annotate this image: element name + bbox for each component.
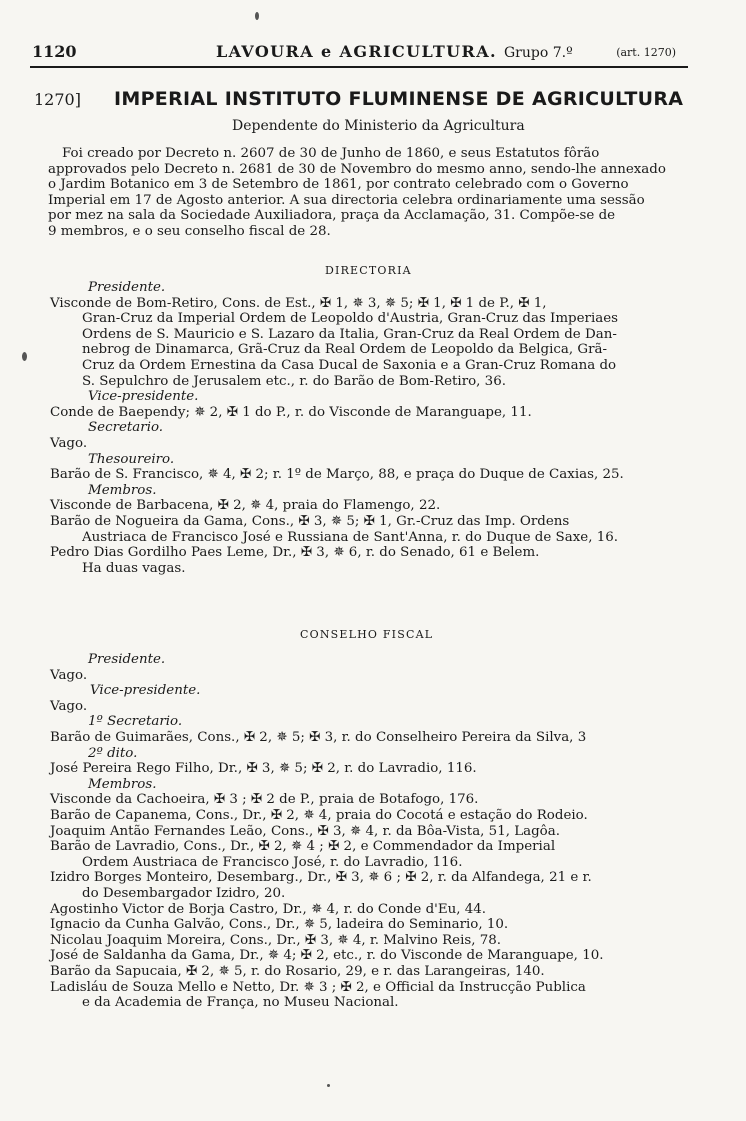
section-heading-conselho: CONSELHO FISCAL — [300, 628, 434, 641]
member-line: Barão de Guimarães, Cons., ✠ 2, ✵ 5; ✠ 3, r. do Conselheiro Pereira da Silva, 3 — [50, 730, 587, 745]
role-heading: Vice-presidente. — [90, 683, 201, 699]
intro-line: o Jardim Botanico em 3 de Setembro de 1861, por contrato celebrado com o Governo — [48, 177, 629, 193]
section-heading-directoria: DIRECTORIA — [325, 264, 412, 277]
member-line: nebrog de Dinamarca, Grã-Cruz da Real Ordem de Leopoldo da Belgica, Grã- — [82, 342, 607, 358]
member-line: Ordens de S. Mauricio e S. Lazaro da Italia, Gran-Cruz da Real Ordem de Dan- — [82, 326, 617, 342]
entry-number: 1270] — [34, 90, 81, 109]
role-heading: Thesoureiro. — [88, 451, 175, 467]
ink-speck — [255, 12, 259, 20]
member-line: Austriaca de Francisco José e Russiana de Sant'Anna, r. do Duque de Saxe, 16. — [82, 529, 618, 545]
role-heading: Membros. — [88, 482, 157, 498]
member-line: do Desembargador Izidro, 20. — [82, 886, 286, 901]
member-line: Pedro Dias Gordilho Paes Leme, Dr., ✠ 3, ✵ 6, r. do Senado, 61 e Belem. — [50, 545, 540, 561]
institution-title: IMPERIAL INSTITUTO FLUMINENSE DE AGRICULTURA — [114, 88, 684, 110]
running-title — [216, 42, 573, 61]
header-rule — [30, 66, 688, 68]
role-heading: 2º dito. — [88, 745, 138, 761]
intro-line: por mez na sala da Sociedade Auxiliadora, praça da Acclamação, 31. Compõe-se de — [48, 208, 616, 224]
group-label: Grupo 7.º — [503, 45, 573, 61]
member-line: Visconde de Bom-Retiro, Cons. de Est., ✠ 1, ✵ 3, ✵ 5; ✠ 1, ✠ 1 de P., ✠ 1, — [50, 295, 547, 311]
dependency-line: Dependente do Ministerio da Agricultura — [232, 118, 525, 134]
member-line: Gran-Cruz da Imperial Ordem de Leopoldo d'Austria, Gran-Cruz das Imperiaes — [82, 311, 619, 327]
role-heading: Presidente. — [88, 280, 166, 295]
member-line: Ladisláu de Souza Mello e Netto, Dr. ✵ 3 ; ✠ 2, e Official da Instrucção Publica — [50, 979, 586, 995]
member-line: Ignacio da Cunha Galvão, Cons., Dr., ✵ 5, ladeira do Seminario, 10. — [50, 917, 509, 933]
role-heading: Presidente. — [88, 652, 166, 667]
member-line: Vago. — [50, 698, 88, 714]
member-line: Joaquim Antão Fernandes Leão, Cons., ✠ 3, ✵ 4, r. da Bôa-Vista, 51, Lagôa. — [50, 823, 560, 839]
role-heading: Secretario. — [88, 420, 164, 436]
member-line: Vago. — [50, 667, 88, 683]
member-line: e da Academia de França, no Museu Nacional. — [82, 995, 399, 1011]
role-heading: Vice-presidente. — [88, 389, 199, 405]
member-line: Cruz da Ordem Ernestina da Casa Ducal de Saxonia e a Gran-Cruz Romana do — [82, 358, 617, 373]
member-line: Barão de Lavradio, Cons., Dr., ✠ 2, ✵ 4 ; ✠ 2, e Commendador da Imperial — [50, 839, 556, 855]
intro-line: Foi creado por Decreto n. 2607 de 30 de Junho de 1860, e seus Estatutos fôrão — [62, 146, 600, 161]
ink-speck — [327, 1084, 330, 1087]
member-line: Nicolau Joaquim Moreira, Cons., Dr., ✠ 3, ✵ 4, r. Malvino Reis, 78. — [50, 932, 502, 948]
member-line: S. Sepulchro de Jerusalem etc., r. do Barão de Bom-Retiro, 36. — [82, 373, 506, 389]
member-line: Ha duas vagas. — [82, 560, 186, 576]
article-reference: (art. 1270) — [616, 46, 676, 59]
role-heading: Membros. — [88, 776, 157, 792]
intro-line: 9 membros, e o seu conselho fiscal de 28. — [48, 224, 331, 239]
member-line: José Pereira Rego Filho, Dr., ✠ 3, ✵ 5; ✠ 2, r. do Lavradio, 116. — [50, 761, 477, 777]
running-title-text: LAVOURA e AGRICULTURA. — [216, 42, 497, 61]
member-line: Barão de Capanema, Cons., Dr., ✠ 2, ✵ 4, praia do Cocotá e estação do Rodeio. — [50, 808, 588, 823]
ink-speck — [22, 352, 27, 361]
intro-line: Imperial em 17 de Agosto anterior. A sua directoria celebra ordinariamente uma sessão — [48, 192, 645, 208]
member-line: Barão da Sapucaia, ✠ 2, ✵ 5, r. do Rosario, 29, e r. das Larangeiras, 140. — [50, 964, 545, 979]
member-line: Ordem Austriaca de Francisco José, r. do Lavradio, 116. — [82, 854, 463, 870]
member-line: Agostinho Victor de Borja Castro, Dr., ✵ 4, r. do Conde d'Eu, 44. — [50, 901, 487, 917]
role-heading: 1º Secretario. — [88, 714, 183, 730]
member-line: Barão de Nogueira da Gama, Cons., ✠ 3, ✵ 5; ✠ 1, Gr.-Cruz das Imp. Ordens — [50, 514, 570, 529]
running-header — [30, 38, 688, 66]
member-line: Izidro Borges Monteiro, Desembarg., Dr., ✠ 3, ✵ 6 ; ✠ 2, r. da Alfandega, 21 e r. — [50, 870, 592, 886]
page-number: 1120 — [32, 42, 77, 61]
member-line: Vago. — [50, 436, 88, 451]
intro-line: approvados pelo Decreto n. 2681 de 30 de Novembro do mesmo anno, sendo-lhe annexado — [48, 161, 666, 177]
member-line: Conde de Baependy; ✵ 2, ✠ 1 do P., r. do Visconde de Maranguape, 11. — [50, 404, 532, 420]
member-line: Barão de S. Francisco, ✵ 4, ✠ 2; r. 1º de Março, 88, e praça do Duque de Caxias, 25. — [50, 467, 624, 483]
member-line: José de Saldanha da Gama, Dr., ✵ 4; ✠ 2, etc., r. do Visconde de Maranguape, 10. — [50, 948, 604, 964]
member-line: Visconde de Barbacena, ✠ 2, ✵ 4, praia do Flamengo, 22. — [50, 498, 441, 514]
member-line: Visconde da Cachoeira, ✠ 3 ; ✠ 2 de P., praia de Botafogo, 176. — [50, 792, 479, 808]
